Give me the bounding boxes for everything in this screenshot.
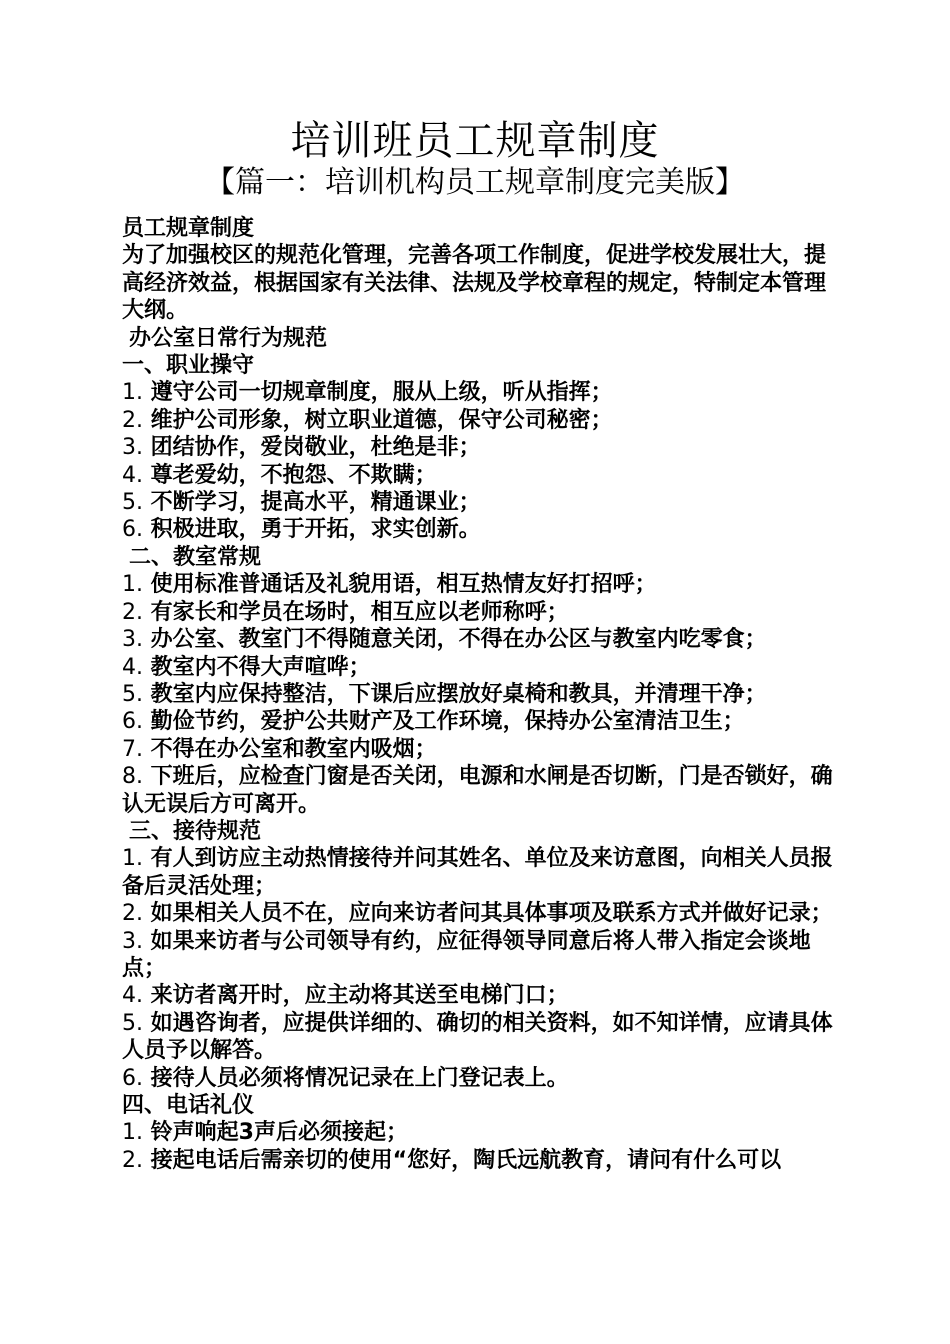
list-item: 1. 铃声响起3声后必须接起； [122, 1120, 408, 1146]
section-heading: 员工规章制度 [122, 216, 255, 241]
document-title: 培训班员工规章制度 [290, 118, 660, 164]
document-body [117, 215, 835, 1174]
document-subtitle: 【篇一：培训机构员工规章制度完美版】 [205, 165, 745, 200]
section-heading-2: 二、教室常规 [129, 544, 262, 570]
list-item: 1. 遵守公司一切规章制度，服从上级，听从指挥； [122, 380, 613, 406]
list-item: 4. 教室内不得大声喧哗； [122, 654, 371, 680]
list-item: 3. 如果来访者与公司领导有约，应征得领导同意后将人带入指定会谈地点； [122, 928, 811, 981]
list-item: 1. 使用标准普通话及礼貌用语，相互热情友好打招呼； [122, 572, 657, 598]
list-item: 2. 维护公司形象，树立职业道德，保守公司秘密； [122, 407, 613, 433]
list-item: 7. 不得在办公室和教室内吸烟； [122, 736, 437, 762]
section-heading-3: 三、接待规范 [129, 818, 262, 844]
list-item: 2. 如果相关人员不在，应向来访者问其具体事项及联系方式并做好记录； [122, 901, 833, 927]
list-item: 1. 有人到访应主动热情接待并问其姓名、单位及来访意图，向相关人员报备后灵活处理； [122, 846, 833, 899]
list-item: 4. 来访者离开时，应主动将其送至电梯门口； [122, 983, 569, 1009]
section-heading-4: 四、电话礼仪 [122, 1093, 255, 1118]
office-heading: 办公室日常行为规范 [129, 325, 328, 351]
list-item: 6. 勤俭节约，爱护公共财产及工作环境，保持办公室清洁卫生； [122, 709, 745, 735]
list-item: 5. 教室内应保持整洁，下课后应摆放好桌椅和教具，并清理干净； [122, 681, 767, 707]
list-item: 3. 办公室、教室门不得随意关闭，不得在办公区与教室内吃零食； [122, 627, 767, 653]
list-item: 6. 积极进取，勇于开拓，求实创新。 [122, 517, 481, 543]
list-item: 4. 尊老爱幼，不抱怨、不欺瞒； [122, 462, 437, 488]
section-heading-1: 一、职业操守 [122, 353, 255, 379]
list-item: 6. 接待人员必须将情况记录在上门登记表上。 [122, 1065, 569, 1091]
list-item: 8. 下班后，应检查门窗是否关闭，电源和水闸是否切断，门是否锁好，确认无误后方可离开。 [122, 764, 833, 817]
list-item: 2. 接起电话后需亲切的使用“您好，陶氏远航教育，请问有什么可以 [122, 1147, 782, 1173]
intro-paragraph: 为了加强校区的规范化管理，完善各项工作制度，促进学校发展壮大，提高经济效益，根据国家有关法律、法规及学校章程的规定，特制定本管理大纲。 [122, 243, 827, 324]
list-item: 5. 不断学习，提高水平，精通课业； [122, 490, 481, 516]
list-item: 5. 如遇咨询者，应提供详细的、确切的相关资料，如不知详情，应请具体人员予以解答。 [122, 1010, 833, 1064]
list-item: 3. 团结协作，爱岗敬业，杜绝是非； [122, 435, 481, 461]
list-item: 2. 有家长和学员在场时，相互应以老师称呼； [122, 599, 569, 625]
